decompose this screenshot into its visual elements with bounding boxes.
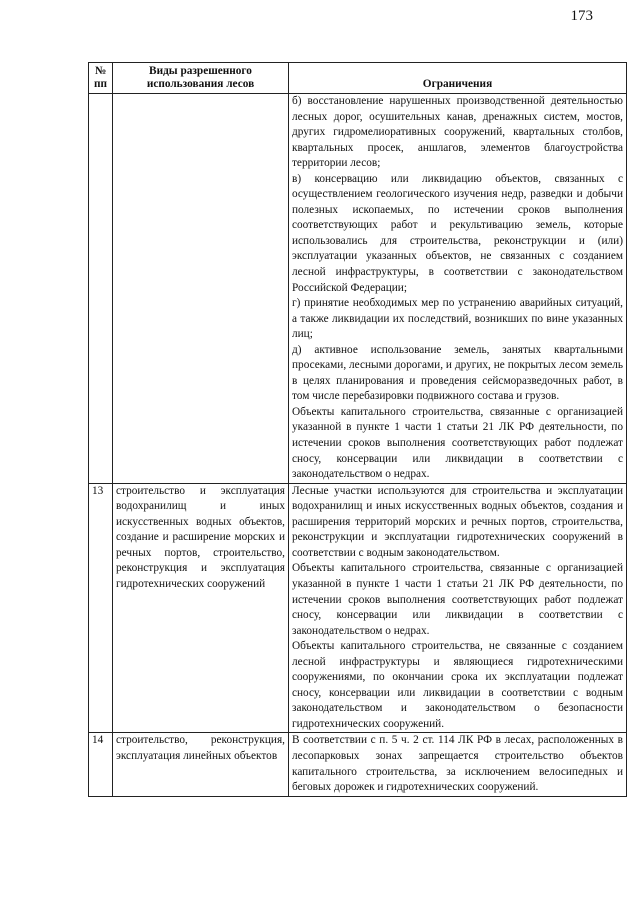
row-limits xyxy=(289,733,627,796)
header-kind: Виды разрешенного использования лесов xyxy=(113,63,289,94)
header-limits: Ограничения xyxy=(289,63,627,94)
limit-paragraph: В соответствии с п. 5 ч. 2 ст. 114 ЛК РФ в лесах, расположенных в лесопарковых зонах запрещается строительство объектов капитального строительства, за исключением велосипедных и беговых дорожек и гидротехнических сооружений. xyxy=(292,734,623,794)
limit-paragraph: Объекты капитального строительства, не связанные с созданием лесной инфраструктуры и являющиеся гидротехническими сооружениями, по окончании срока их эксплуатации подлежат сносу, консервации или ликвидации в соответствии с водным законодательством и законодательством о безопасности гидротехнических сооружений. xyxy=(292,640,623,730)
header-number: № пп xyxy=(89,63,113,94)
row-limits xyxy=(289,94,627,484)
row-kind: строительство и эксплуатация водохранилищ и иных искусственных водных объектов, создание и расширение морских и речных портов, строительство, реконструкция и эксплуатация гидротехнических сооружений xyxy=(113,483,289,733)
table-row xyxy=(89,94,627,484)
limit-paragraph: г) принятие необходимых мер по устранению аварийных ситуаций, а также ликвидации их последствий, возникших по вине указанных лиц; xyxy=(292,297,623,341)
page-number: 173 xyxy=(570,8,593,24)
limit-paragraph: в) консервацию или ликвидацию объектов, связанных с осуществлением геологического изучения недр, разведки и добычи полезных ископаемых, по истечении сроков выполнения соответствующих работ и рекультивацию земель, которые использовались для строительства, реконструкции и (или) эксплуатации указанных объектов, не связанных с созданием лесной инфраструктуры, в соответствии с законодательством Российской Федерации; xyxy=(292,172,623,294)
limit-paragraph: Объекты капитального строительства, связанные с организацией указанной в пункте 1 части 1 статьи 21 ЛК РФ деятельности, по истечении сроков выполнения соответствующих работ подлежат сносу, консервации или ликвидации в соответствии с законодательством о недрах. xyxy=(292,562,623,637)
limit-paragraph: Лесные участки используются для строительства и эксплуатации водохранилищ и иных искусственных водных объектов, создания и расширения территорий морских и речных портов, строительства, реконструкции и эксплуатации гидротехнических сооружений в соответствии с водным законодательством. xyxy=(292,484,623,559)
limit-paragraph: б) восстановление нарушенных производственной деятельностью лесных дорог, осушительных канав, дренажных систем, мостов, других гидромелиоративных сооружений, квартальных столбов, квартальных просек, аншлагов, элементов благоустройства территории лесов; xyxy=(292,95,623,170)
limit-paragraph: д) активное использование земель, занятых квартальными просеками, лесными дорогами, и других, не покрытых лесом земель в целях планирования и проведения сейсморазведочных работ, в том числе перебазировки подвижного состава и грузов. xyxy=(292,343,623,403)
table-header-row xyxy=(89,63,627,94)
table-row xyxy=(89,733,627,796)
row-kind xyxy=(113,94,289,484)
table-row xyxy=(89,483,627,733)
row-number: 14 xyxy=(89,733,113,796)
row-limits xyxy=(289,483,627,733)
row-kind: строительство, реконструкция, эксплуатация линейных объектов xyxy=(113,733,289,796)
row-number xyxy=(89,94,113,484)
row-number: 13 xyxy=(89,483,113,733)
limit-paragraph: Объекты капитального строительства, связанные с организацией указанной в пункте 1 части 1 статьи 21 ЛК РФ деятельности, по истечении сроков выполнения соответствующих работ подлежат сносу, консервации или ликвидации в соответствии с законодательством о недрах. xyxy=(292,405,623,481)
restrictions-table xyxy=(88,62,627,797)
